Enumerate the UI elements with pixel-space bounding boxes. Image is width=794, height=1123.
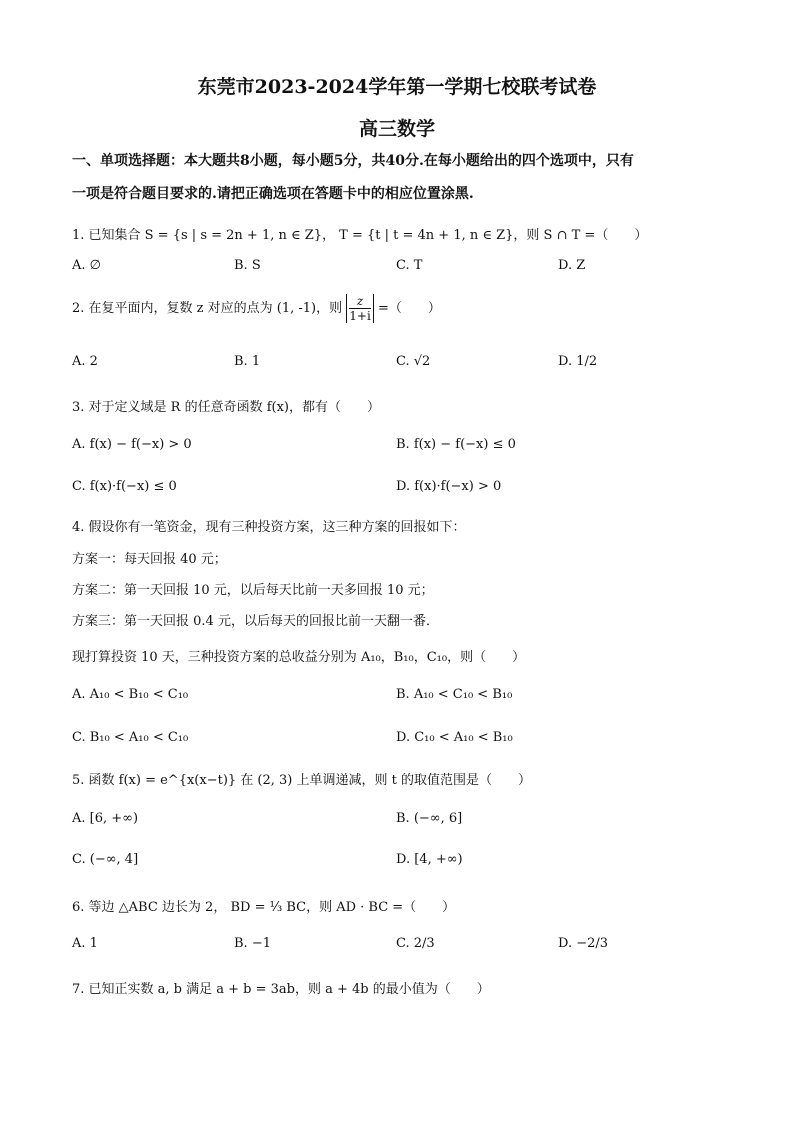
question-1-option-c: C. T xyxy=(396,258,423,273)
section-instruction-line1: 一、单项选择题：本大题共8小题，每小题5分，共40分.在每小题给出的四个选项中，只有 xyxy=(72,153,634,169)
question-4-plan-3: 方案三：第一天回报 0.4 元，以后每天的回报比前一天翻一番． xyxy=(72,614,439,629)
question-5-option-d: D. [4, +∞) xyxy=(396,852,463,867)
question-1-option-a: A. ∅ xyxy=(72,258,101,273)
question-2-option-d: D. 1/2 xyxy=(558,354,598,369)
question-2-stem-prefix: 2. 在复平面内，复数 z 对应的点为 (1, -1)，则 xyxy=(72,301,343,316)
question-2-option-b: B. 1 xyxy=(234,354,261,369)
question-6-option-d: D. −2/3 xyxy=(558,936,609,951)
question-4-plan-2: 方案二：第一天回报 10 元，以后每天比前一天多回报 10 元； xyxy=(72,583,434,598)
question-5-option-b: B. (−∞, 6] xyxy=(396,811,463,826)
question-3-option-c: C. f(x)·f(−x) ≤ 0 xyxy=(72,479,177,494)
question-3-option-d: D. f(x)·f(−x) > 0 xyxy=(396,479,502,494)
question-4-option-b: B. A₁₀ < C₁₀ < B₁₀ xyxy=(396,687,513,702)
question-4-option-a: A. A₁₀ < B₁₀ < C₁₀ xyxy=(72,687,189,702)
section-instruction-line2: 一项是符合题目要求的.请把正确选项在答题卡中的相应位置涂黑. xyxy=(72,186,474,202)
question-3-option-a: A. f(x) − f(−x) > 0 xyxy=(72,437,192,452)
question-5-stem: 5. 函数 f(x) = e^{x(x−t)} 在 (2, 3) 上单调递减，则 t 的取值范围是（ ） xyxy=(72,773,531,788)
question-3-option-b: B. f(x) − f(−x) ≤ 0 xyxy=(396,437,516,452)
question-2-frac-num: z xyxy=(349,294,371,309)
question-6-option-c: C. 2/3 xyxy=(396,936,435,951)
question-7-stem: 7. 已知正实数 a, b 满足 a + b = 3ab，则 a + 4b 的最小值为（ ） xyxy=(72,982,490,997)
question-4-stem: 4. 假设你有一笔资金，现有三种投资方案，这三种方案的回报如下： xyxy=(72,520,466,535)
question-6-option-b: B. −1 xyxy=(234,936,271,951)
question-5-option-c: C. (−∞, 4] xyxy=(72,852,139,867)
question-4-option-d: D. C₁₀ < A₁₀ < B₁₀ xyxy=(396,730,513,745)
question-4-option-c: C. B₁₀ < A₁₀ < C₁₀ xyxy=(72,730,189,745)
question-2-frac-den: 1+i xyxy=(349,309,371,323)
question-2-option-c: C. √2 xyxy=(396,354,431,369)
question-2-stem-suffix: =（ ） xyxy=(377,301,441,316)
question-2-fraction xyxy=(349,294,371,323)
exam-subtitle: 高三数学 xyxy=(358,118,435,140)
question-2-abs xyxy=(346,294,374,323)
question-6-option-a: A. 1 xyxy=(72,936,98,951)
question-2-stem xyxy=(72,294,441,323)
question-3-stem: 3. 对于定义域是 R 的任意奇函数 f(x)，都有（ ） xyxy=(72,400,381,415)
question-4-plan-1: 方案一：每天回报 40 元； xyxy=(72,552,227,567)
question-2-option-a: A. 2 xyxy=(72,354,98,369)
question-1-option-d: D. Z xyxy=(558,258,586,273)
question-4-stem-2: 现打算投资 10 天，三种投资方案的总收益分别为 A₁₀，B₁₀，C₁₀，则（ ） xyxy=(72,650,526,665)
question-1-stem: 1. 已知集合 S = {s | s = 2n + 1, n ∈ Z}， T = {t | t = 4n + 1, n ∈ Z}，则 S ∩ T =（ ） xyxy=(72,228,648,243)
question-1-option-b: B. S xyxy=(234,258,261,273)
question-6-stem: 6. 等边 △ABC 边长为 2， BD = ⅓ BC，则 AD · BC =（ ） xyxy=(72,900,456,915)
exam-title: 东莞市2023-2024学年第一学期七校联考试卷 xyxy=(197,76,597,98)
question-5-option-a: A. [6, +∞) xyxy=(72,811,139,826)
